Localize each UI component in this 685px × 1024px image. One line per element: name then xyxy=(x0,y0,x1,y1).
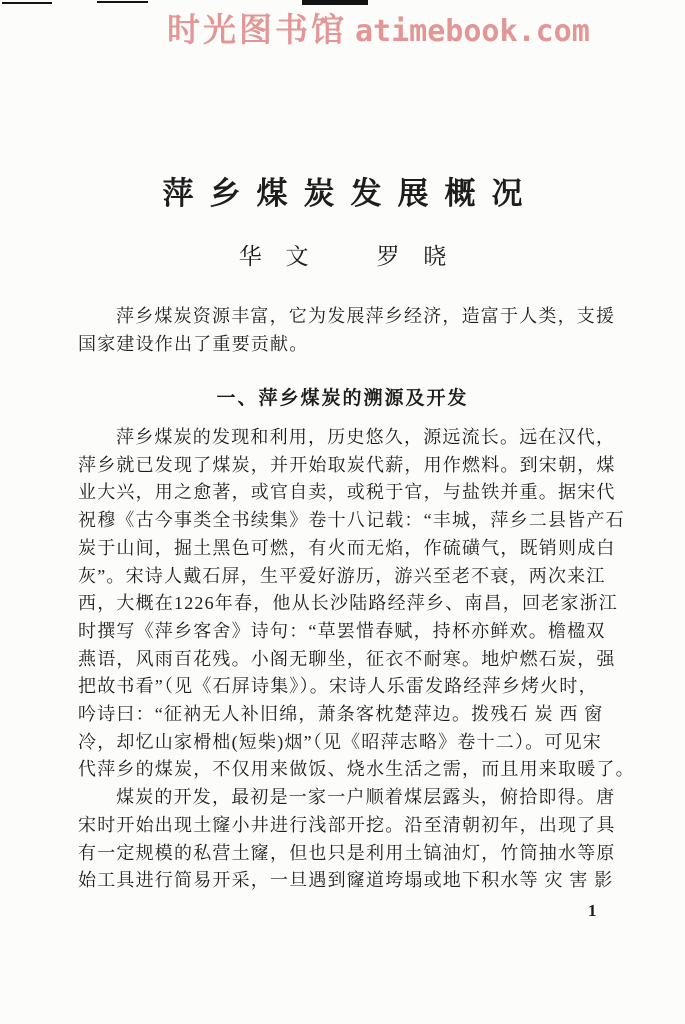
page-title: 萍乡煤炭发展概况 xyxy=(162,176,539,211)
main-text xyxy=(78,424,635,895)
page-number: 1 xyxy=(588,901,597,920)
text-line: 把故书看”（见《石屏诗集》）。宋诗人乐雷发路经萍乡烤火时， xyxy=(78,676,598,697)
text-line: 业大兴，用之愈著，或官自卖，或税于官，与盐铁并重。据宋代 xyxy=(78,482,616,503)
text-line: 代萍乡的煤炭，不仅用来做饭、烧水生活之需，而且用来取暖了。 xyxy=(78,759,635,780)
scan-artifact-dash xyxy=(97,1,148,3)
text-line: 有一定规模的私营土窿，但也只是利用土镐油灯，竹筒抽水等原 xyxy=(78,842,616,863)
watermark-cjk-text: 时光图书馆 xyxy=(167,11,347,48)
text-line: 国家建设作出了重要贡献。 xyxy=(78,333,309,354)
text-line: 祝穆《古今事类全书续集》卷十八记载：“丰城，萍乡二县皆产石 xyxy=(78,510,625,531)
text-line: 冷，却忆山家榾柮(短柴)烟”（见《昭萍志略》卷十二）。可见宋 xyxy=(78,731,602,752)
text-line: 萍乡煤炭的发现和利用，历史悠久，源远流长。远在汉代， xyxy=(116,427,616,447)
text-line: 煤炭的开发，最初是一家一户顺着煤层露头，俯拾即得。唐 xyxy=(116,787,616,808)
scan-artifact-dash xyxy=(2,2,52,4)
text-line: 时撰写《萍乡客舍》诗句：“草罢惜春赋，持杯亦鲜欢。檐楹双 xyxy=(78,620,606,641)
text-line: 炭于山间，掘土黑色可燃，有火而无焰，作硫磺气，既销则成白 xyxy=(78,537,616,558)
text-line: 西，大概在1226年春，他从长沙陆路经萍乡、南昌，回老家浙江 xyxy=(78,593,618,614)
text-line: 萍乡煤炭资源丰富，它为发展萍乡经济，造富于人类，支援 xyxy=(116,306,616,326)
text-line: 吟诗曰：“征衲无人补旧绵，萧条客枕楚萍边。拨残石 炭 西 窗 xyxy=(78,704,604,725)
text-line: 始工具进行简易开采，一旦遇到窿道垮塌或地下积水等 灾 害 影 xyxy=(78,870,614,891)
authors: 华 文 罗 晓 xyxy=(238,244,456,269)
text-line: 灰”。宋诗人戴石屏，生平爱好游历，游兴至老不衰，两次来江 xyxy=(78,565,606,586)
text-line: 萍乡就已发现了煤炭，并开始取炭代薪，用作燃料。到宋朝，煤 xyxy=(78,454,616,475)
text-line: 宋时开始出现土窿小井进行浅部开挖。沿至清朝初年，出现了具 xyxy=(78,814,616,835)
section-heading: 一、萍乡煤炭的溯源及开发 xyxy=(216,388,469,409)
watermark xyxy=(167,4,590,51)
text-line: 燕语，风雨百花残。小阁无聊坐，征衣不耐寒。地炉燃石炭，强 xyxy=(78,648,616,669)
intro-paragraph xyxy=(78,303,616,358)
watermark-site-text: atimebook.com xyxy=(355,14,590,49)
